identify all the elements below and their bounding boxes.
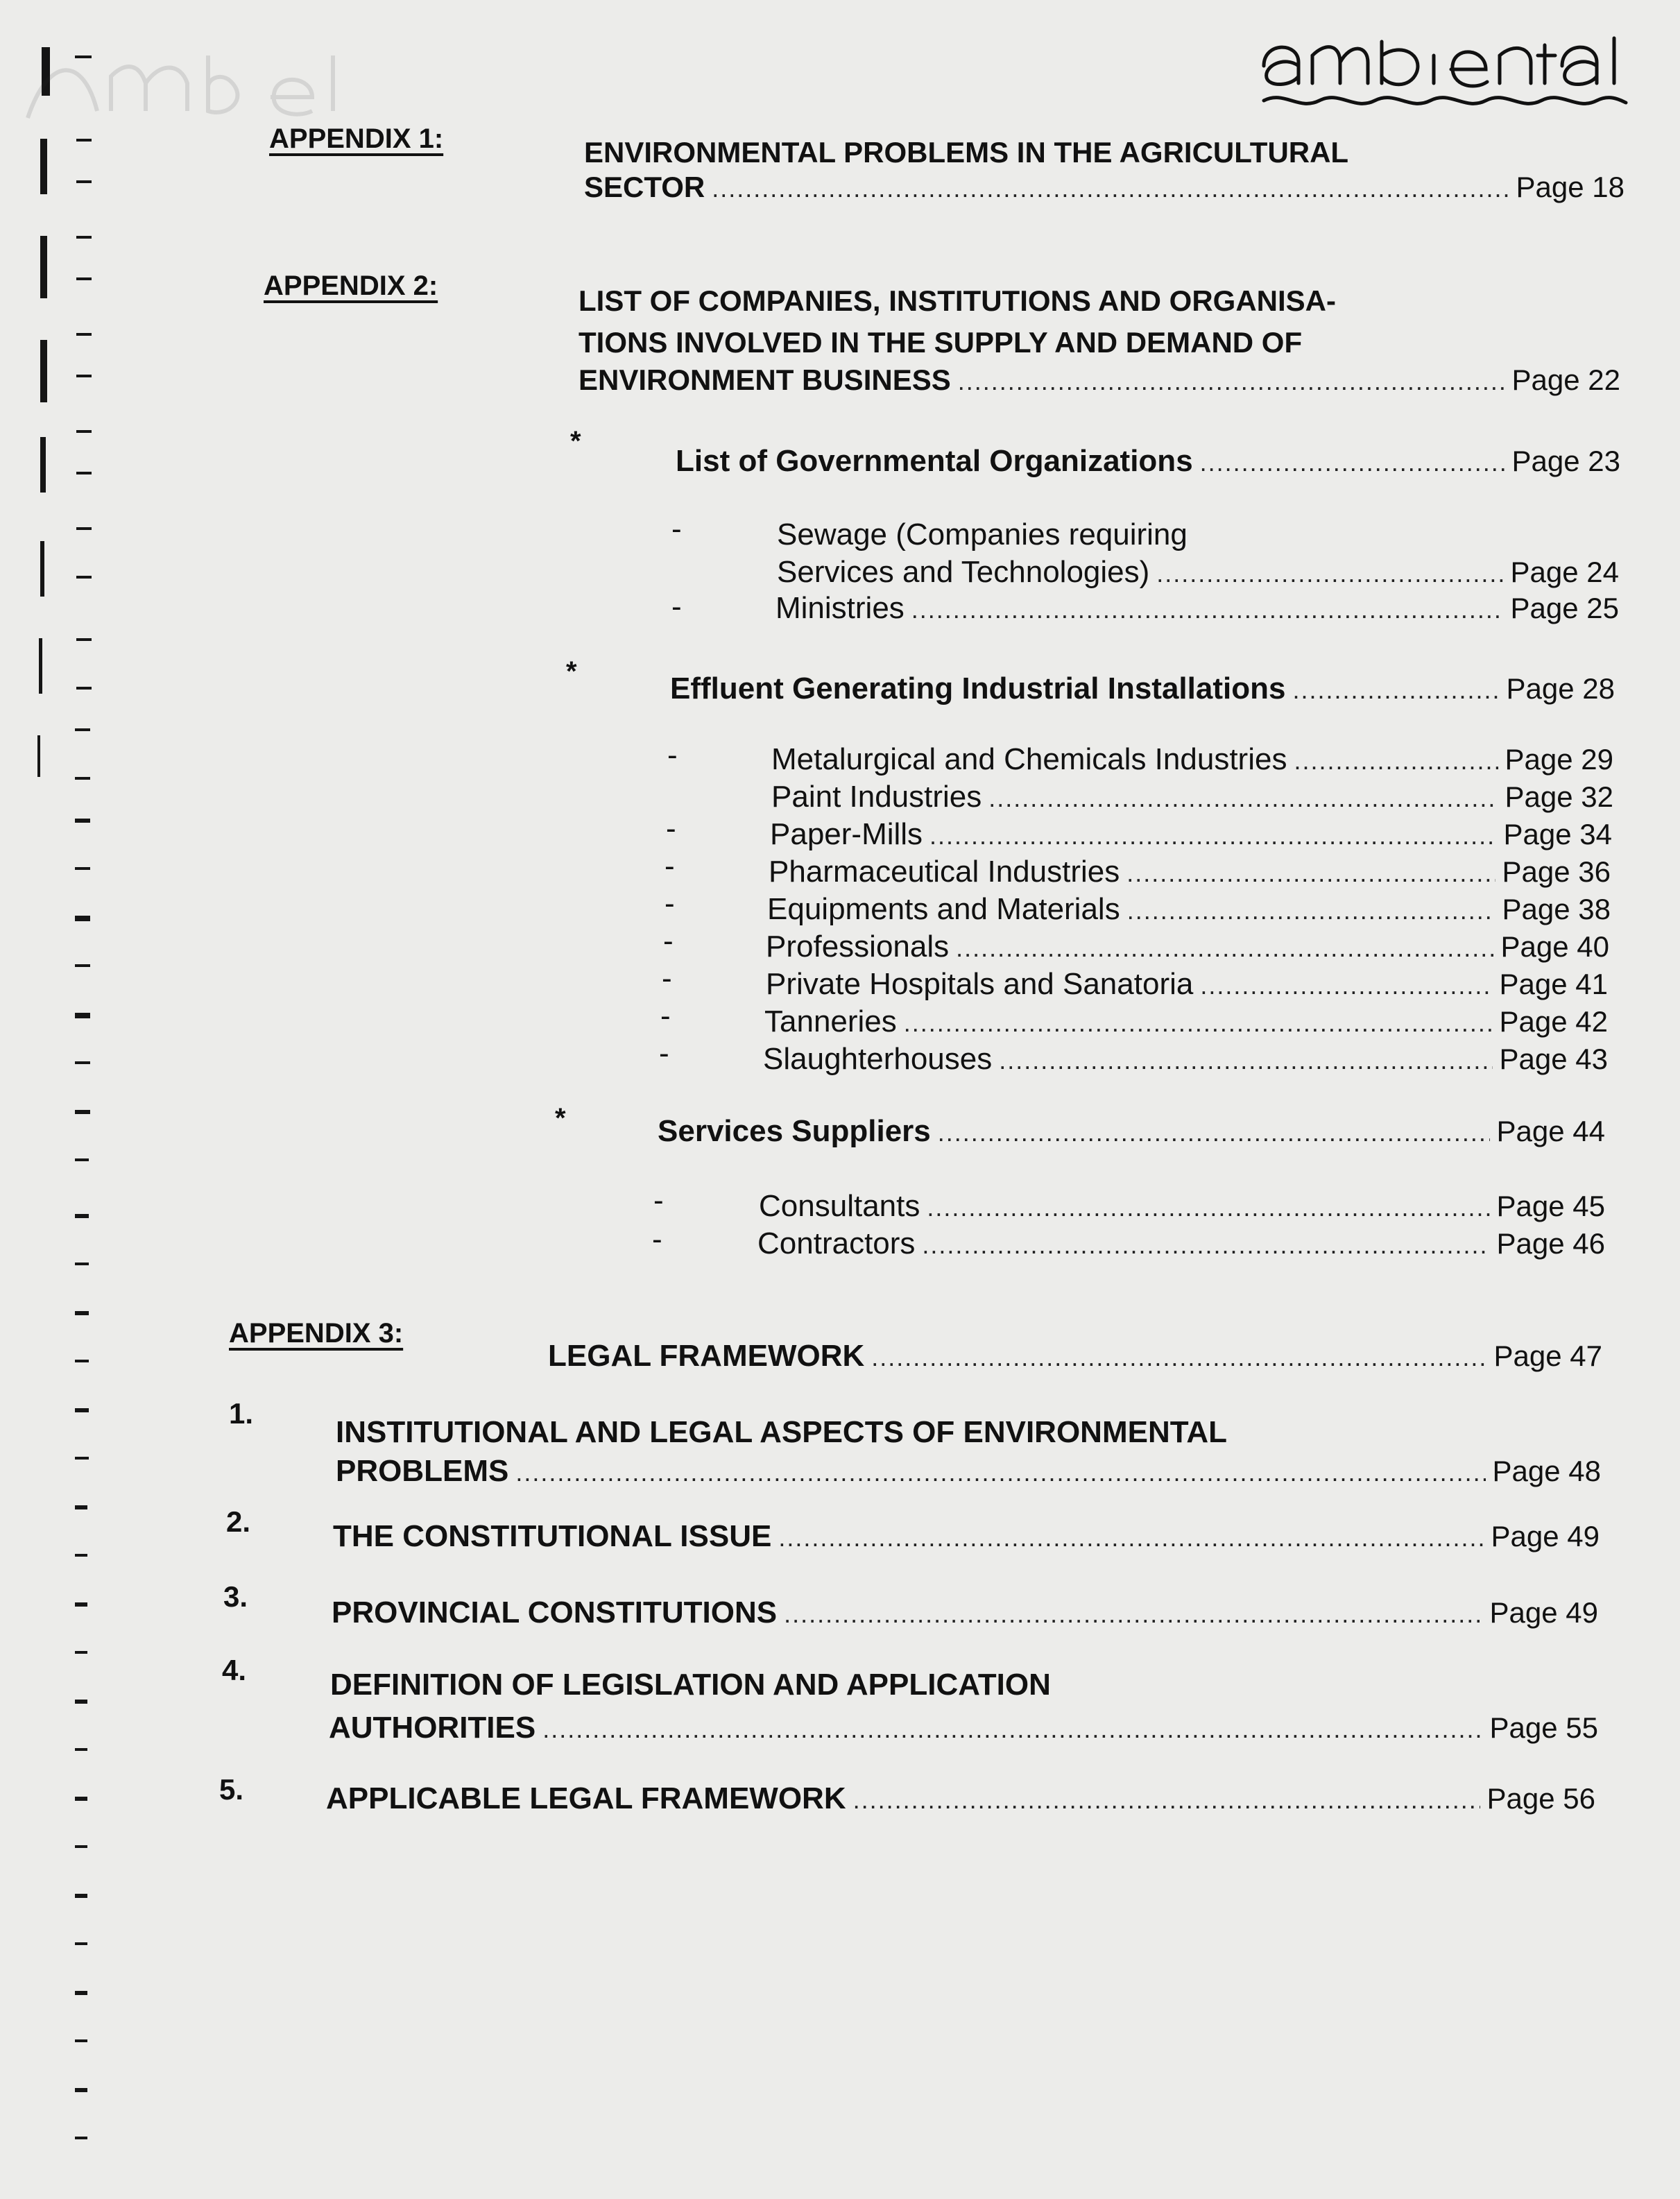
leader-dots [712,174,1509,203]
toc-row-sewage[interactable] [777,555,1619,590]
bullet-star: * [570,426,581,456]
toc-row-section-5[interactable] [326,1781,1595,1816]
leader-dots [988,784,1498,813]
page-ref: Page 47 [1493,1340,1602,1372]
section-title-line2: AUTHORITIES [329,1711,536,1745]
toc-row-section-1[interactable] [336,1454,1601,1489]
toc-row-slaughterhouses[interactable] [763,1042,1608,1077]
toc-row-governmental[interactable] [676,444,1620,479]
page-ref: Page 56 [1486,1782,1595,1815]
leader-dots [515,1458,1485,1487]
dash: - [660,999,671,1033]
toc-row-tanneries[interactable] [764,1004,1608,1039]
item-label: Metalurgical and Chemicals Industries [771,742,1287,776]
appendix-1-label: APPENDIX 1: [269,123,444,154]
page-ref: Page 24 [1510,556,1619,588]
dash: - [665,887,675,921]
group-title: List of Governmental Organizations [676,444,1193,478]
appendix-2-title-line3: ENVIRONMENT BUSINESS [578,363,951,396]
section-title: PROVINCIAL CONSTITUTIONS [332,1595,778,1629]
appendix-1-title-line1: ENVIRONMENTAL PROBLEMS IN THE AGRICULTURAL [584,136,1349,169]
leader-dots [904,1009,1493,1038]
section-title: THE CONSTITUTIONAL ISSUE [333,1519,772,1553]
toc-row-contractors[interactable] [757,1226,1605,1261]
page-ref: Page 34 [1503,818,1612,850]
leader-dots [1294,746,1498,776]
toc-row-paint[interactable] [771,780,1613,814]
bullet-star: * [566,656,577,687]
leader-dots [853,1786,1480,1815]
item-label: Paint Industries [771,780,982,814]
toc-row-consultants[interactable] [759,1189,1605,1224]
dash: - [665,849,675,883]
toc-row-section-2[interactable] [333,1519,1600,1554]
leader-dots [1292,676,1499,705]
leader-dots [999,1046,1492,1075]
toc-row-legal-framework[interactable] [548,1339,1602,1374]
page-ref: Page 46 [1496,1227,1605,1260]
toc-row-effluent[interactable] [670,671,1615,706]
section-title-line1: DEFINITION OF LEGISLATION AND APPLICATION [330,1668,1051,1702]
leader-dots [1200,971,1492,1000]
group-title: Services Suppliers [658,1114,931,1148]
item-line2: Services and Technologies) [777,555,1150,589]
toc-row-metalurgical[interactable] [771,742,1613,777]
appendix-2-title-line2: TIONS INVOLVED IN THE SUPPLY AND DEMAND OF [578,326,1303,359]
page-ref: Page 49 [1491,1520,1600,1552]
page-ref: Page 45 [1496,1190,1605,1222]
page-ref: Page 40 [1500,930,1609,963]
page-ref: Page 44 [1496,1115,1605,1147]
page-ref: Page 42 [1499,1005,1608,1038]
page-ref: Page 48 [1492,1455,1601,1487]
leader-dots [956,934,1493,963]
leader-dots [958,367,1505,396]
binding-holes [25,42,101,2164]
toc-row-section-3[interactable] [332,1595,1598,1630]
section-title-line2: PROBLEMS [336,1454,509,1488]
leader-dots [927,1193,1489,1222]
page-ref: Page 38 [1502,893,1611,925]
leader-dots [784,1600,1482,1629]
appendix-3-label: APPENDIX 3: [229,1318,404,1349]
leader-dots [911,595,1504,624]
leader-dots [938,1118,1490,1147]
section-title: APPLICABLE LEGAL FRAMEWORK [326,1781,846,1815]
item-label: Paper-Mills [770,817,923,851]
page-ref: Page 43 [1499,1043,1608,1075]
page-ref: Page 22 [1511,363,1620,396]
toc-row-appendix-1[interactable] [584,171,1625,204]
item-label: Equipments and Materials [767,892,1120,926]
page-ref: Page 32 [1505,780,1613,813]
page-ref: Page 41 [1499,968,1608,1000]
toc-row-appendix-2[interactable] [578,363,1620,397]
group-title: Effluent Generating Industrial Installations [670,671,1286,705]
item-line1: Sewage (Companies requiring [777,517,1188,551]
item-line1: Ministries [775,591,905,625]
leader-dots [1200,448,1505,477]
bullet-star: * [555,1103,566,1133]
dash: - [667,738,678,772]
section-number: 5. [219,1773,244,1806]
ambiental-logo-icon [1257,28,1631,111]
section-number: 2. [226,1505,251,1538]
item-label: Tanneries [764,1004,897,1038]
page-ref: Page 25 [1510,592,1619,624]
leader-dots [1127,896,1495,925]
toc-row-hospitals[interactable] [766,967,1608,1002]
page-ref: Page 36 [1502,855,1611,888]
dash: - [652,1222,662,1256]
leader-dots [929,821,1496,850]
toc-row-professionals[interactable] [766,930,1609,964]
toc-row-ministries[interactable] [775,591,1619,626]
dash: - [662,961,672,995]
appendix-2-title-line1: LIST OF COMPANIES, INSTITUTIONS AND ORGANISA- [578,284,1336,317]
item-label: Contractors [757,1226,916,1260]
page-ref: Page 29 [1505,743,1613,776]
leader-dots [922,1231,1489,1260]
leader-dots [1156,559,1503,588]
appendix-3-title: LEGAL FRAMEWORK [548,1339,865,1373]
page-ref: Page 28 [1506,672,1615,705]
leader-dots [871,1343,1486,1372]
page-ref: Page 49 [1489,1596,1598,1629]
page-ref: Page 18 [1516,171,1625,203]
page-ref: Page 55 [1489,1711,1598,1744]
toc-row-services[interactable] [658,1114,1605,1149]
leader-dots [542,1715,1482,1744]
dash: - [653,1183,664,1217]
item-label: Consultants [759,1189,920,1223]
dash: - [671,590,682,624]
toc-row-pharmaceutical[interactable] [769,855,1611,889]
item-label: Slaughterhouses [763,1042,993,1076]
toc-row-section-4[interactable] [329,1711,1598,1745]
leader-dots [1126,859,1495,888]
leader-dots [778,1523,1484,1552]
item-label: Pharmaceutical Industries [769,855,1120,889]
item-label: Private Hospitals and Sanatoria [766,967,1194,1001]
item-label: Professionals [766,930,950,964]
section-number: 4. [222,1654,247,1686]
toc-row-equipments[interactable] [767,892,1611,927]
appendix-1-title-line2: SECTOR [584,171,705,203]
ghost-logo [21,42,382,132]
section-number: 1. [229,1397,254,1430]
section-title-line1: INSTITUTIONAL AND LEGAL ASPECTS OF ENVIRONMENTAL [336,1415,1227,1449]
page-ref: Page 23 [1511,445,1620,477]
dash: - [659,1036,669,1070]
dash: - [666,812,676,846]
dash: - [671,512,682,546]
section-number: 3. [223,1580,248,1613]
dash: - [663,924,674,958]
toc-row-paper-mills[interactable] [770,817,1612,852]
appendix-2-label: APPENDIX 2: [264,271,438,301]
